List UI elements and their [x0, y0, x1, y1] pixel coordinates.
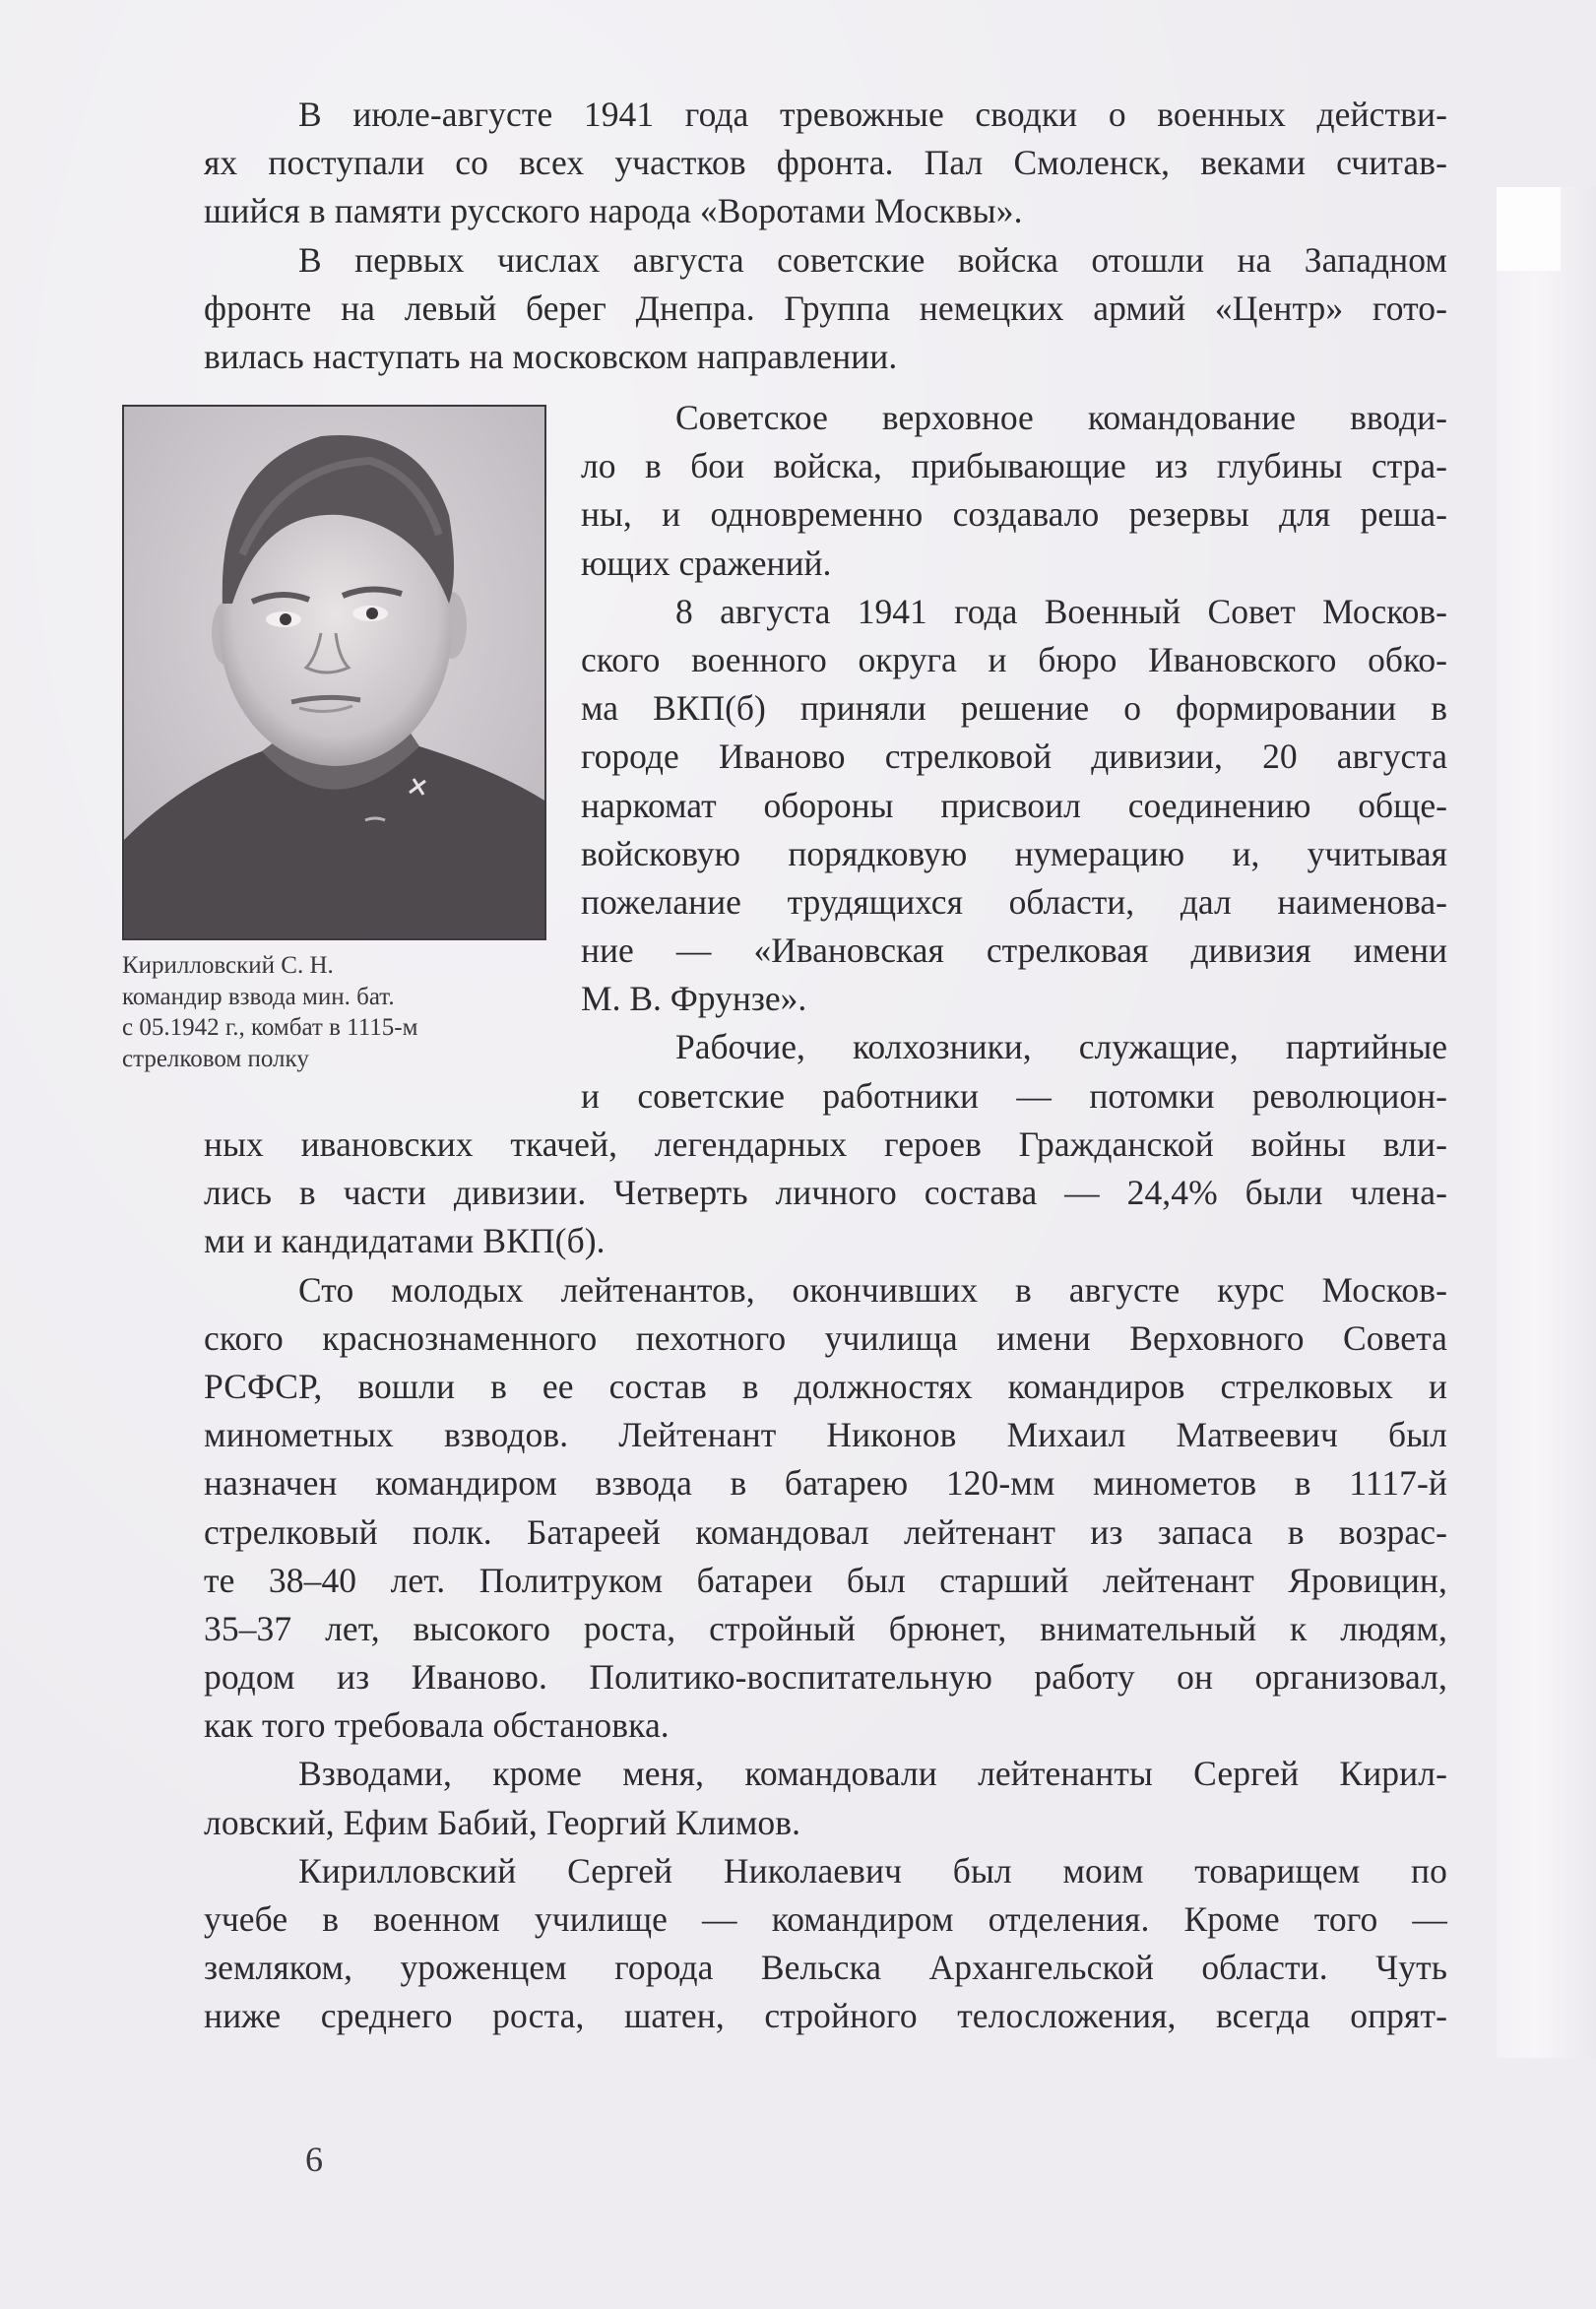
text-line: земляком, уроженцем города Вельска Архангельской области. Чуть — [204, 1948, 1447, 1988]
text-line: учебе в военном училище — командиром отделения. Кроме того — — [204, 1899, 1447, 1939]
text-line: родом из Иваново. Политико-воспитательную работу он организовал, — [204, 1657, 1447, 1698]
text-line: те 38–40 лет. Политруком батареи был старший лейтенант Яровицин, — [204, 1560, 1447, 1600]
text-line: городе Иваново стрелковой дивизии, 20 августа — [581, 737, 1447, 777]
paragraph-5-continued — [204, 1121, 1447, 1266]
photo-caption — [122, 950, 555, 1074]
text-line: Взводами, кроме меня, командовали лейтенанты Сергей Кирил- — [298, 1754, 1447, 1794]
page-number: 6 — [305, 2140, 323, 2179]
text-line: ми и кандидатами ВКП(б). — [204, 1221, 606, 1261]
text-line: ны, и одновременно создавало резервы для реша- — [581, 494, 1447, 535]
caption-line: с 05.1942 г., комбат в 1115-м — [122, 1014, 418, 1041]
text-line: ях поступали со всех участков фронта. Пал Смоленск, веками считав- — [204, 143, 1447, 183]
top-text-block — [204, 91, 1447, 381]
text-line: В первых числах августа советские войска отошли на Западном — [298, 239, 1447, 280]
text-line: наркомат обороны присвоил соединению обще- — [581, 785, 1447, 825]
paragraph-7 — [204, 1750, 1447, 1846]
paragraph-5 — [581, 1023, 1447, 1120]
text-line: Советское верховное командование вводи- — [675, 398, 1447, 437]
text-line: В июле-августе 1941 года тревожные сводки о военных действи- — [298, 95, 1447, 134]
text-line: Кирилловский Сергей Николаевич был моим товарищем по — [298, 1850, 1447, 1891]
page-edge-patch — [1497, 187, 1561, 271]
text-line: стрелковый полк. Батареей командовал лейтенант из запаса в возрас- — [204, 1511, 1447, 1552]
text-line: Рабочие, колхозники, служащие, партийные — [675, 1027, 1447, 1067]
portrait-image — [124, 407, 544, 938]
portrait-photo — [122, 405, 546, 940]
text-line: 8 августа 1941 года Военный Совет Москов- — [675, 591, 1447, 631]
text-line: ловский, Ефим Бабий, Георгий Климов. — [204, 1802, 801, 1842]
text-line: пожелание трудящихся области, дал наименова- — [581, 881, 1447, 922]
text-line: назначен командиром взвода в батарею 120-мм минометов в 1117-й — [204, 1463, 1447, 1504]
text-line: шийся в памяти русского народа «Воротами Москвы». — [204, 191, 1023, 231]
text-line: войсковую порядковую нумерацию и, учитывая — [581, 833, 1447, 873]
text-line: М. В. Фрунзе». — [581, 979, 807, 1019]
text-line: минометных взводов. Лейтенант Никонов Михаил Матвеевич был — [204, 1415, 1447, 1455]
text-line: ных ивановских ткачей, легендарных героев Гражданской войны вли- — [204, 1124, 1447, 1164]
text-line: ма ВКП(б) приняли решение о формировании в — [581, 688, 1447, 729]
paragraph-3 — [581, 394, 1447, 588]
page-edge-strip — [1497, 187, 1596, 2058]
text-line: лись в части дивизии. Четверть личного состава — 24,4% были члена- — [204, 1173, 1447, 1213]
text-line: 35–37 лет, высокого роста, стройный брюнет, внимательный к людям, — [204, 1608, 1447, 1648]
text-line: ниже среднего роста, шатен, стройного телосложения, всегда опрят- — [204, 1996, 1447, 2036]
text-line: ского краснознаменного пехотного училища имени Верховного Совета — [204, 1317, 1447, 1358]
wrapped-text-block — [581, 394, 1447, 1121]
text-line: фронте на левый берег Днепра. Группа немецких армий «Центр» гото- — [204, 288, 1447, 328]
paragraph-8 — [204, 1847, 1447, 2041]
paragraph-2 — [204, 236, 1447, 382]
text-line: вилась наступать на московском направлении. — [204, 336, 898, 376]
text-line: ло в бои войска, прибывающие из глубины стра- — [581, 446, 1447, 486]
text-line: ние — «Ивановская стрелковая дивизия имени — [581, 930, 1447, 971]
text-line: ского военного округа и бюро Ивановского обко- — [581, 639, 1447, 679]
text-line: ющих сражений. — [581, 543, 832, 583]
paragraph-1 — [204, 91, 1447, 236]
caption-line: стрелковом полку — [122, 1045, 309, 1072]
caption-line: Кирилловский С. Н. — [122, 952, 334, 979]
caption-line: командир взвода мин. бат. — [122, 983, 395, 1010]
text-line: Сто молодых лейтенантов, окончивших в августе курс Москов- — [298, 1269, 1447, 1310]
lower-text-block — [204, 1121, 1447, 2041]
text-line: и советские работники — потомки революцион- — [581, 1075, 1447, 1116]
text-line: как того требовала обстановка. — [204, 1705, 670, 1746]
text-line: РСФСР, вошли в ее состав в должностях командиров стрелковых и — [204, 1366, 1447, 1406]
paragraph-4 — [581, 588, 1447, 1024]
paragraph-6 — [204, 1266, 1447, 1751]
